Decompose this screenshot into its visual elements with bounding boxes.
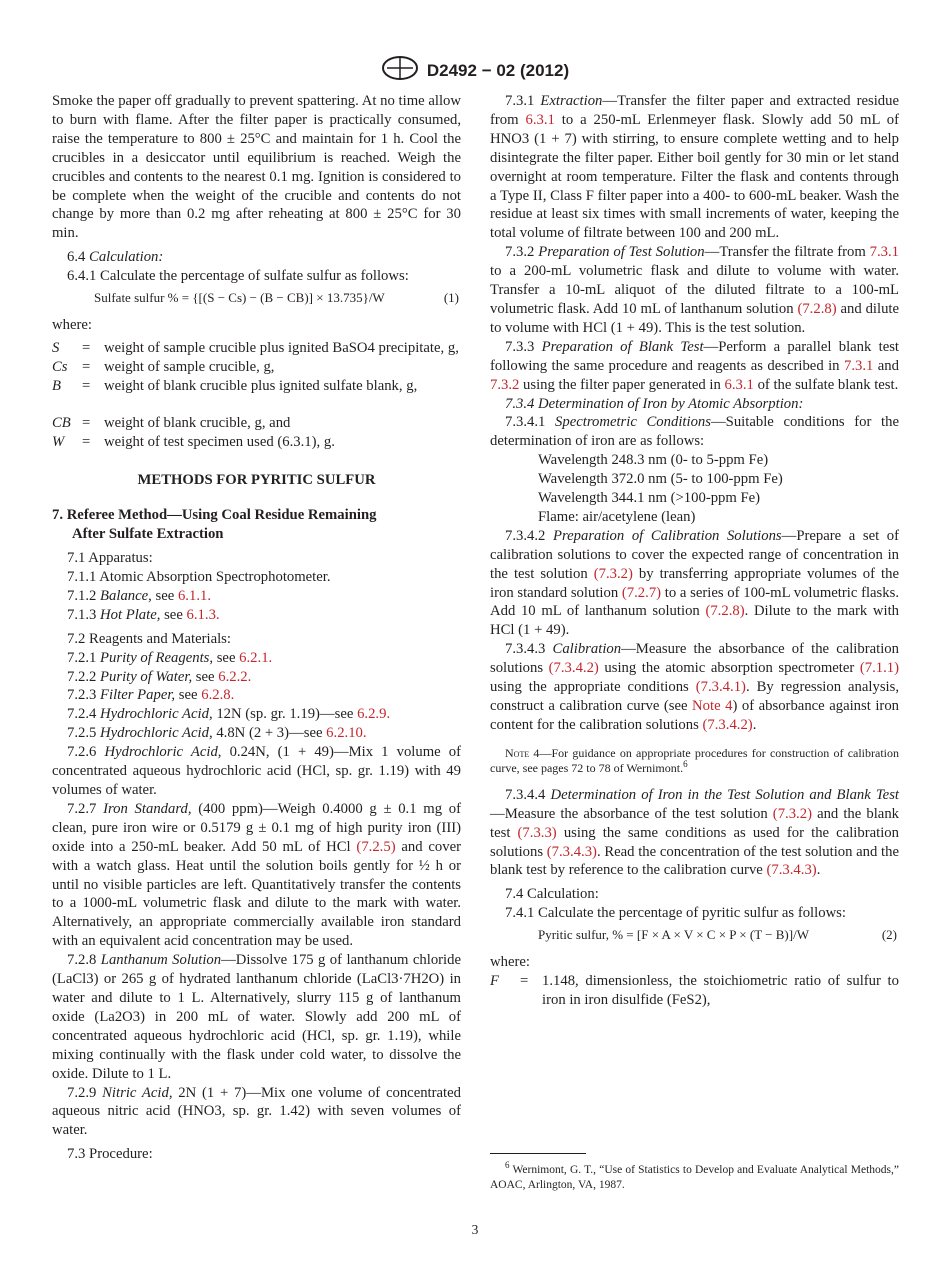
section-7-1-2: 7.1.2 Balance, see 6.1.1. <box>67 587 211 604</box>
cross-ref-link[interactable]: 6.1.1. <box>177 587 211 604</box>
equation-number: (1) <box>443 290 459 306</box>
section-7-3: 7.3 Procedure: <box>67 1146 153 1163</box>
section-7-2-8: 7.2.8 Lanthanum Solution—Dissolve 175 g of lanthanum chloride (LaCl3) or 265 g of hydrated lanthanum chloride (LaCl3·7H2O) in water and dilute to 1 L. Alternatively, slurry 115 g of lanthanum oxide (La2O3) in 200 mL of water. Slowly add 200 mL of concentrated aqueous hydrochloric acid (HCl, sp. gr. 1.19), while mixing continually with the flask under cold water, to dissolve the oxide. Dilute to 1 L. <box>52 952 461 1082</box>
section-7-2-4: 7.2.4 Hydrochloric Acid, 12N (sp. gr. 1.19)—see 6.2.9. <box>67 706 391 723</box>
cross-ref-link[interactable]: (7.3.4.2) <box>548 660 599 677</box>
cross-ref-link[interactable]: 6.2.2. <box>218 668 252 685</box>
conditions-list <box>490 451 899 527</box>
definitions-list <box>52 339 461 452</box>
equation-text: Pyritic sulfur, % = [F × A × V × C × P × (T − B)]/W <box>538 927 809 943</box>
section-7-3-2: 7.3.2 Preparation of Test Solution—Transfer the filtrate from 7.3.1 to a 200-mL volumetric flask and dilute to volume with water. Transfer a 10-mL aliquot of the diluted filtrate to a 100-mL volumetric flask. Add 10 mL of lanthanum solution (7.2.8) and dilute to volume with HCl (1 + 49). This is the test solution. <box>490 244 900 336</box>
cross-ref-link[interactable]: (7.3.4.3) <box>766 862 817 879</box>
section-7-4: 7.4 Calculation: <box>505 886 599 903</box>
definition-row: W = weight of test specimen used (6.3.1), g. <box>52 433 335 450</box>
right-column <box>490 92 899 1010</box>
definition-row: B = weight of blank crucible plus ignited sulfate blank, g, <box>52 377 418 394</box>
section-7-3-4-2: 7.3.4.2 Preparation of Calibration Solutions—Prepare a set of calibration solutions to cover the expected range of concentration in the test solution (7.3.2) by transferring appropriate volumes of the iron standard solution (7.2.7) to a series of 100-mL volumetric flasks. Add 10 mL of lanthanum solution (7.2.8). Dilute to the mark with HCl (1 + 49). <box>490 527 900 639</box>
cross-ref-link[interactable]: 7.3.2 <box>490 376 520 393</box>
note-4: Note 4—For guidance on appropriate procedures for construction of calibration curve, see pages 72 to 78 of Wernimont.$^6$ <box>490 745 899 775</box>
cross-ref-link[interactable]: (7.3.3) <box>517 824 557 841</box>
section-7-1-3: 7.1.3 Hot Plate, see 6.1.3. <box>67 606 220 623</box>
note-ref-link[interactable]: Note 4 <box>692 698 733 714</box>
cross-ref-link[interactable]: (7.3.4.2) <box>702 716 753 733</box>
section-7-4-1: 7.4.1 Calculate the percentage of pyritic sulfur as follows: <box>505 905 846 922</box>
standard-designation: D2492 − 02 (2012) <box>426 60 570 80</box>
equation-text: Sulfate sulfur % = {[(S − Cs) − (B − CB)] × 13.735}/W <box>94 290 385 306</box>
section-7-3-4-1: 7.3.4.1 Spectrometric Conditions—Suitable conditions for the determination of iron are as follows: <box>490 414 899 450</box>
section-7-1-1: 7.1.1 Atomic Absorption Spectrophotometer. <box>67 569 331 586</box>
methods-heading: METHODS FOR PYRITIC SULFUR <box>137 472 376 489</box>
section-7-2-1: 7.2.1 Purity of Reagents, see 6.2.1. <box>67 649 273 666</box>
equation-2 <box>538 926 897 945</box>
section-7-2-9: 7.2.9 Nitric Acid, 2N (1 + 7)—Mix one volume of concentrated aqueous nitric acid (HNO3, sp. gr. 1.42) with seven volumes of water. <box>52 1084 461 1139</box>
section-7-2-6: 7.2.6 Hydrochloric Acid, 0.24N, (1 + 49)—Mix 1 volume of concentrated aqueous hydrochloric acid (HCl, sp. gr. 1.19) with 49 volumes of water. <box>52 744 461 798</box>
cross-ref-link[interactable]: 6.2.1. <box>239 649 273 666</box>
cross-ref-link[interactable]: 6.1.3. <box>186 606 220 623</box>
equation-number: (2) <box>881 927 897 943</box>
definition-row: F = 1.148, dimensionless, the stoichiometric ratio of sulfur to iron in iron disulfide (FeS2), <box>490 972 899 1008</box>
left-column <box>52 92 461 1164</box>
page-number: 3 <box>471 1222 479 1237</box>
equation-1 <box>94 289 459 308</box>
cross-ref-link[interactable]: 6.3.1 <box>525 111 555 128</box>
definition-row: Cs = weight of sample crucible, g, <box>52 358 275 375</box>
cross-ref-link[interactable]: (7.3.2) <box>772 805 812 822</box>
definition-row: S = weight of sample crucible plus ignited BaSO4 precipitate, g, <box>52 339 459 356</box>
list-item: Wavelength 344.1 nm (>100-ppm Fe) <box>538 490 761 507</box>
page-header <box>0 55 950 86</box>
cross-ref-link[interactable]: 6.2.9. <box>357 706 391 723</box>
astm-logo-icon <box>381 55 419 86</box>
cross-ref-link[interactable]: (7.2.7) <box>621 584 662 601</box>
list-item: Flame: air/acetylene (lean) <box>538 508 696 525</box>
section-7-3-4-3: 7.3.4.3 Calibration—Measure the absorbance of the calibration solutions (7.3.4.2) using the atomic absorption spectrometer (7.1.1) using the appropriate conditions (7.3.4.1). By regression analysis, construct a calibration curve (see Note 4) of absorbance against iron content for the calibration solutions (7.3.4.2). <box>490 641 900 733</box>
cross-ref-link[interactable]: 6.3.1 <box>724 376 754 393</box>
section-7-2-3: 7.2.3 Filter Paper, see 6.2.8. <box>67 687 235 704</box>
section-7-2-5: 7.2.5 Hydrochloric Acid, 4.8N (2 + 3)—see 6.2.10. <box>67 725 367 742</box>
cross-ref-link[interactable]: (7.3.4.1) <box>695 679 746 696</box>
section-7-3-1: 7.3.1 Extraction—Transfer the filter paper and extracted residue from 6.3.1 to a 250-mL Erlenmeyer flask. Slowly add 50 mL of HNO3 (1 + 7) with stirring, to ensure complete wetting and to help disintegrate the filter paper. Either boil gently for 30 min or let stand overnight at room temperature. Filter the flask and contents through a Type II, Class F filter paper into a 400- to 600-mL beaker. Wash the residue at least six times with small increments of water, keeping the total volume of filtrate between 100 and 200 mL. <box>490 93 900 242</box>
cross-ref-link[interactable]: (7.3.2) <box>593 565 633 582</box>
where-label: where: <box>52 316 92 333</box>
cross-ref-link[interactable]: 7.3.1 <box>869 244 900 261</box>
footnote-6: $^6$ Wernimont, G. T., “Use of Statistics to Develop and Evaluate Analytical Methods,” AOAC, Arlington, VA, 1987. <box>490 1160 899 1191</box>
section-7-3-4: 7.3.4 Determination of Iron by Atomic Absorption: <box>505 395 804 412</box>
footnote-divider <box>490 1153 586 1154</box>
cross-ref-link[interactable]: (7.2.8) <box>705 603 745 620</box>
cross-ref-link[interactable]: (7.2.5) <box>356 838 396 855</box>
section-7-heading: 7. Referee Method—Using Coal Residue Remaining After Sulfate Extraction <box>52 507 377 543</box>
where-label: where: <box>490 954 530 971</box>
list-item: Wavelength 372.0 nm (5- to 100-ppm Fe) <box>538 471 783 488</box>
cross-ref-link[interactable]: (7.2.8) <box>797 300 837 317</box>
cross-ref-link[interactable]: 6.2.10. <box>326 725 367 742</box>
section-7-3-4-4: 7.3.4.4 Determination of Iron in the Test Solution and Blank Test—Measure the absorbance of the test solution (7.3.2) and the blank test (7.3.3) using the same conditions as used for the calibration solutions (7.3.4.3). Read the concentration of the test solution and the blank test by reference to the calibration curve (7.3.4.3). <box>490 786 900 879</box>
section-7-1: 7.1 Apparatus: <box>67 550 153 567</box>
section-6-4: 6.4 Calculation: <box>67 249 164 266</box>
paragraph: Smoke the paper off gradually to prevent spattering. At no time allow to burn with flame. After the filter paper is practically consumed, raise the temperature to 800 ± 25°C and maintain for 1 h. Cool the crucibles in a desiccator until equilibrium is reached. Weigh the crucibles and contents to the nearest 0.1 mg. Ignition is considered to be complete when the weight of the crucible and contents do not change by more than 0.2 mg after reheating at 800 ± 25°C for 30 min. <box>52 93 461 242</box>
section-7-2: 7.2 Reagents and Materials: <box>67 630 231 647</box>
definition-row: CB = weight of blank crucible, g, and <box>52 414 291 431</box>
section-6-4-1: 6.4.1 Calculate the percentage of sulfate sulfur as follows: <box>67 268 409 285</box>
section-7-2-7: 7.2.7 Iron Standard, (400 ppm)—Weigh 0.4000 g ± 0.1 mg of clean, pure iron wire or 0.5179 g ± 0.1 mg of high purity iron (III) oxide into a 250-mL beaker. Add 50 mL of HCl (7.2.5) and cover with a watch glass. Heat until the solution boils gently for ½ h or until no visible particles are left. Quantitatively transfer the contents to a 1000-mL volumetric flask and dilute to the mark with water. Alternatively, an appropriate commercially available iron standard with an equivalent acid concentration may be used. <box>52 800 462 950</box>
cross-ref-link[interactable]: (7.3.4.3) <box>546 843 597 860</box>
cross-ref-link[interactable]: 6.2.8. <box>201 687 235 704</box>
section-7-3-3: 7.3.3 Preparation of Blank Test—Perform a parallel blank test following the same procedure and reagents as described in 7.3.1 and 7.3.2 using the filter paper generated in 6.3.1 of the sulfate blank test. <box>490 338 900 393</box>
section-7-2-2: 7.2.2 Purity of Water, see 6.2.2. <box>67 668 252 685</box>
list-item: Wavelength 248.3 nm (0- to 5-ppm Fe) <box>538 452 769 469</box>
cross-ref-link[interactable]: (7.1.1) <box>859 660 900 677</box>
cross-ref-link[interactable]: 7.3.1 <box>843 357 874 374</box>
